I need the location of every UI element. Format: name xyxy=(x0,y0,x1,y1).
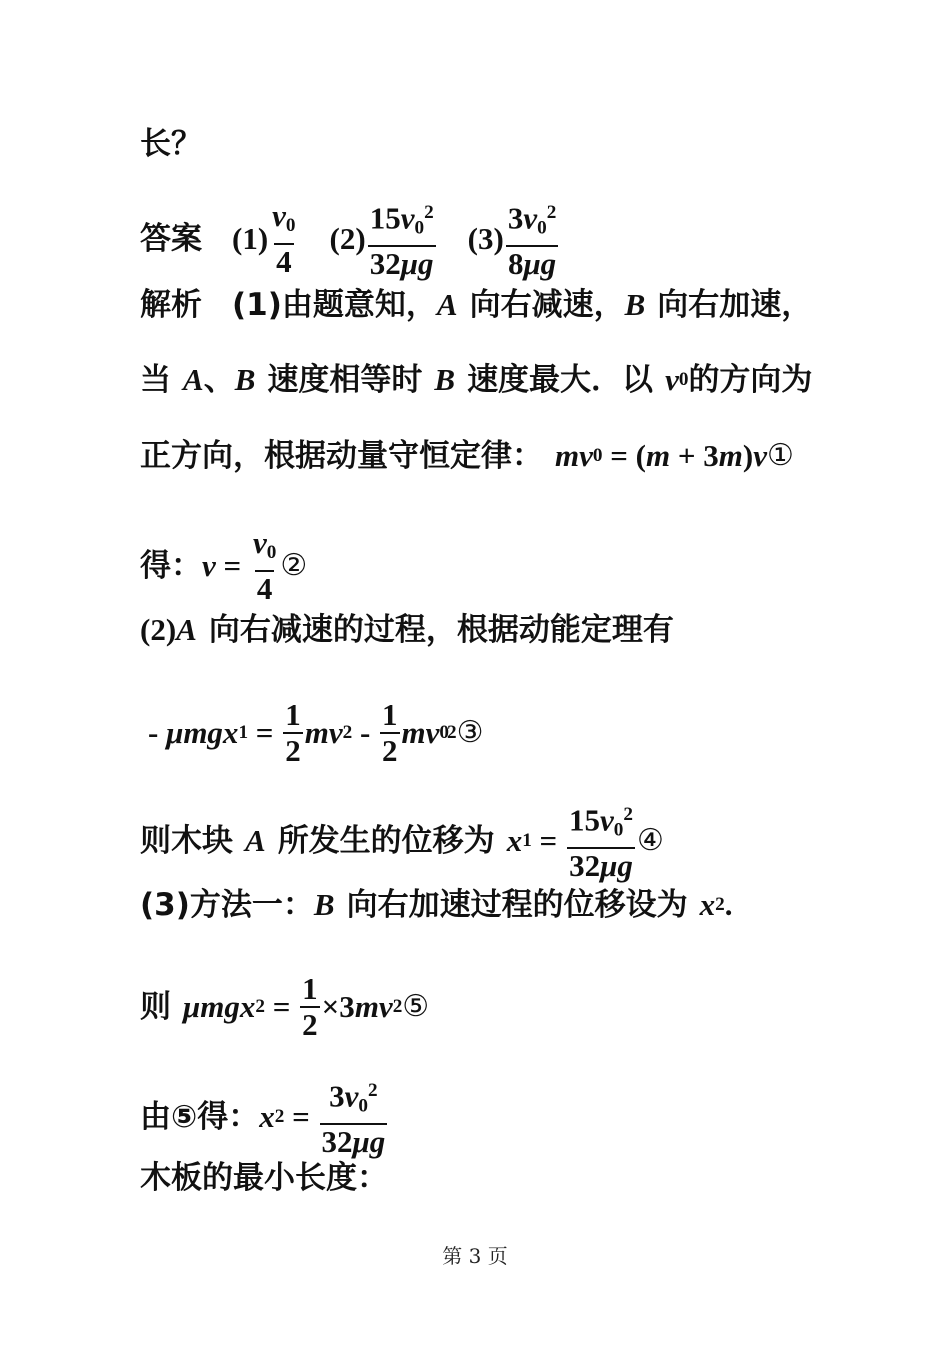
var-A: A xyxy=(176,612,197,647)
math-term: mv xyxy=(555,438,593,473)
equation-number: ② xyxy=(280,547,308,583)
var-A: A xyxy=(436,287,458,322)
text-segment: 向右加速过程的位移设为 xyxy=(346,887,688,923)
text-segment: 速度相等时 xyxy=(267,362,423,398)
min-length-line xyxy=(140,1158,388,1198)
text-segment: . xyxy=(724,887,733,922)
answer-label: 答案 xyxy=(140,220,202,257)
work-equation-line xyxy=(140,972,429,1042)
text-segment: 的方向为 xyxy=(688,362,813,398)
math-operator: = xyxy=(531,822,565,858)
superscript: 2 xyxy=(392,996,403,1017)
displacement-fraction: $\frac{15v_0^2}{32\mu g}$ xyxy=(568,802,633,884)
math-operator: - xyxy=(148,715,167,750)
var-B: B xyxy=(434,362,456,397)
var-v: v xyxy=(202,547,216,583)
text-line-1 xyxy=(140,124,202,164)
math-operator: = xyxy=(264,989,299,1024)
text-line-7 xyxy=(140,610,674,650)
math-term: m xyxy=(718,438,743,473)
math-operator: ×3 xyxy=(321,989,355,1024)
equation-number: ④ xyxy=(636,822,664,858)
subscript: 2 xyxy=(274,1105,285,1127)
math-term: μmgx xyxy=(166,715,239,750)
math-term: v xyxy=(753,438,767,473)
var-x: x xyxy=(506,822,523,858)
answer-part-2-label: (2) xyxy=(329,220,366,256)
math-term: mv xyxy=(304,715,343,750)
superscript: 2 xyxy=(447,722,457,743)
half-fraction: $\frac{1}{2}$ xyxy=(285,697,301,768)
math-term: mv xyxy=(401,715,440,750)
text-segment: 得： xyxy=(140,547,202,584)
subscript: 1 xyxy=(238,722,249,743)
text-segment: 正方向，根据动量守恒定律： xyxy=(140,438,543,474)
analysis-text-a: (1)由题意知， xyxy=(232,287,437,323)
var-A: A xyxy=(245,822,266,858)
text-segment: 由⑤得： xyxy=(140,1098,260,1135)
var-B: B xyxy=(313,887,335,922)
var-x: x xyxy=(259,1098,275,1134)
superscript: 2 xyxy=(342,722,353,743)
half-fraction: $\frac{1}{2}$ xyxy=(382,697,398,768)
answer-part-1-label: (1) xyxy=(232,220,269,256)
equation-number: ⑤ xyxy=(402,989,430,1024)
text-segment: (3)方法一： xyxy=(140,887,314,923)
text-segment: 当 xyxy=(140,362,171,398)
answer-part-3-label: (3) xyxy=(467,220,504,256)
answer-3-fraction: $\frac{3v_0^2}{8\mu g}$ xyxy=(507,200,557,282)
velocity-result-line xyxy=(140,526,307,606)
text-segment: 则木块 xyxy=(140,822,233,859)
answer-2-fraction: $\frac{15v_0^2}{32\mu g}$ xyxy=(369,200,434,282)
subscript: 0 xyxy=(592,445,603,466)
text-segment: (2) xyxy=(140,612,177,647)
var-B: B xyxy=(624,287,646,322)
text-segment: 、 xyxy=(203,362,235,398)
analysis-label: 解析 xyxy=(140,287,202,323)
text-segment: 木板的最小长度： xyxy=(140,1160,388,1196)
half-fraction: $\frac{1}{2}$ xyxy=(302,971,318,1042)
text-segment: 则 xyxy=(140,989,171,1025)
velocity-fraction: $\frac{v_0}{4}$ xyxy=(252,525,277,606)
math-term: mv xyxy=(354,989,393,1024)
math-operator: = xyxy=(284,1098,318,1134)
answer-line xyxy=(140,196,560,281)
math-operator: = xyxy=(215,547,249,583)
subscript: 2 xyxy=(255,996,265,1017)
math-operator: = xyxy=(248,715,282,750)
math-operator: + 3 xyxy=(670,438,719,473)
answer-1-fraction: $\frac{v_0}{4}$ xyxy=(272,197,296,279)
continued-text: 长？ xyxy=(140,126,202,162)
momentum-equation-line xyxy=(140,436,794,476)
x2-result-line xyxy=(140,1074,389,1159)
math-operator: = ( xyxy=(602,438,646,473)
displacement-line xyxy=(140,798,664,883)
math-operator: - xyxy=(352,715,379,750)
text-segment: 速度最大．以 xyxy=(467,362,654,398)
var-B: B xyxy=(234,362,256,397)
math-term: m xyxy=(645,438,671,473)
subscript: 2 xyxy=(715,894,725,915)
method-one-line xyxy=(140,885,732,925)
analysis-line xyxy=(140,285,812,325)
text-line-4 xyxy=(140,360,812,400)
var-x: x xyxy=(699,887,716,922)
analysis-text-c: 向右加速， xyxy=(657,287,813,323)
page-number: 第 3 页 xyxy=(442,1244,508,1268)
energy-equation-line xyxy=(148,698,484,768)
subscript: 0 xyxy=(439,722,450,743)
var-v: v xyxy=(665,362,679,397)
subscript: 0 xyxy=(678,369,689,390)
math-operator: ) xyxy=(742,438,754,473)
analysis-text-b: 向右减速， xyxy=(469,287,625,323)
equation-number: ① xyxy=(767,438,794,473)
subscript: 1 xyxy=(522,829,532,851)
x2-fraction: $\frac{3v_0^2}{32\mu g}$ xyxy=(321,1078,386,1160)
math-term: μmgx xyxy=(183,989,256,1024)
var-A: A xyxy=(183,362,204,397)
text-segment: 所发生的位移为 xyxy=(277,822,495,859)
text-segment: 向右减速的过程，根据动能定理有 xyxy=(208,612,674,648)
equation-number: ③ xyxy=(456,715,484,750)
